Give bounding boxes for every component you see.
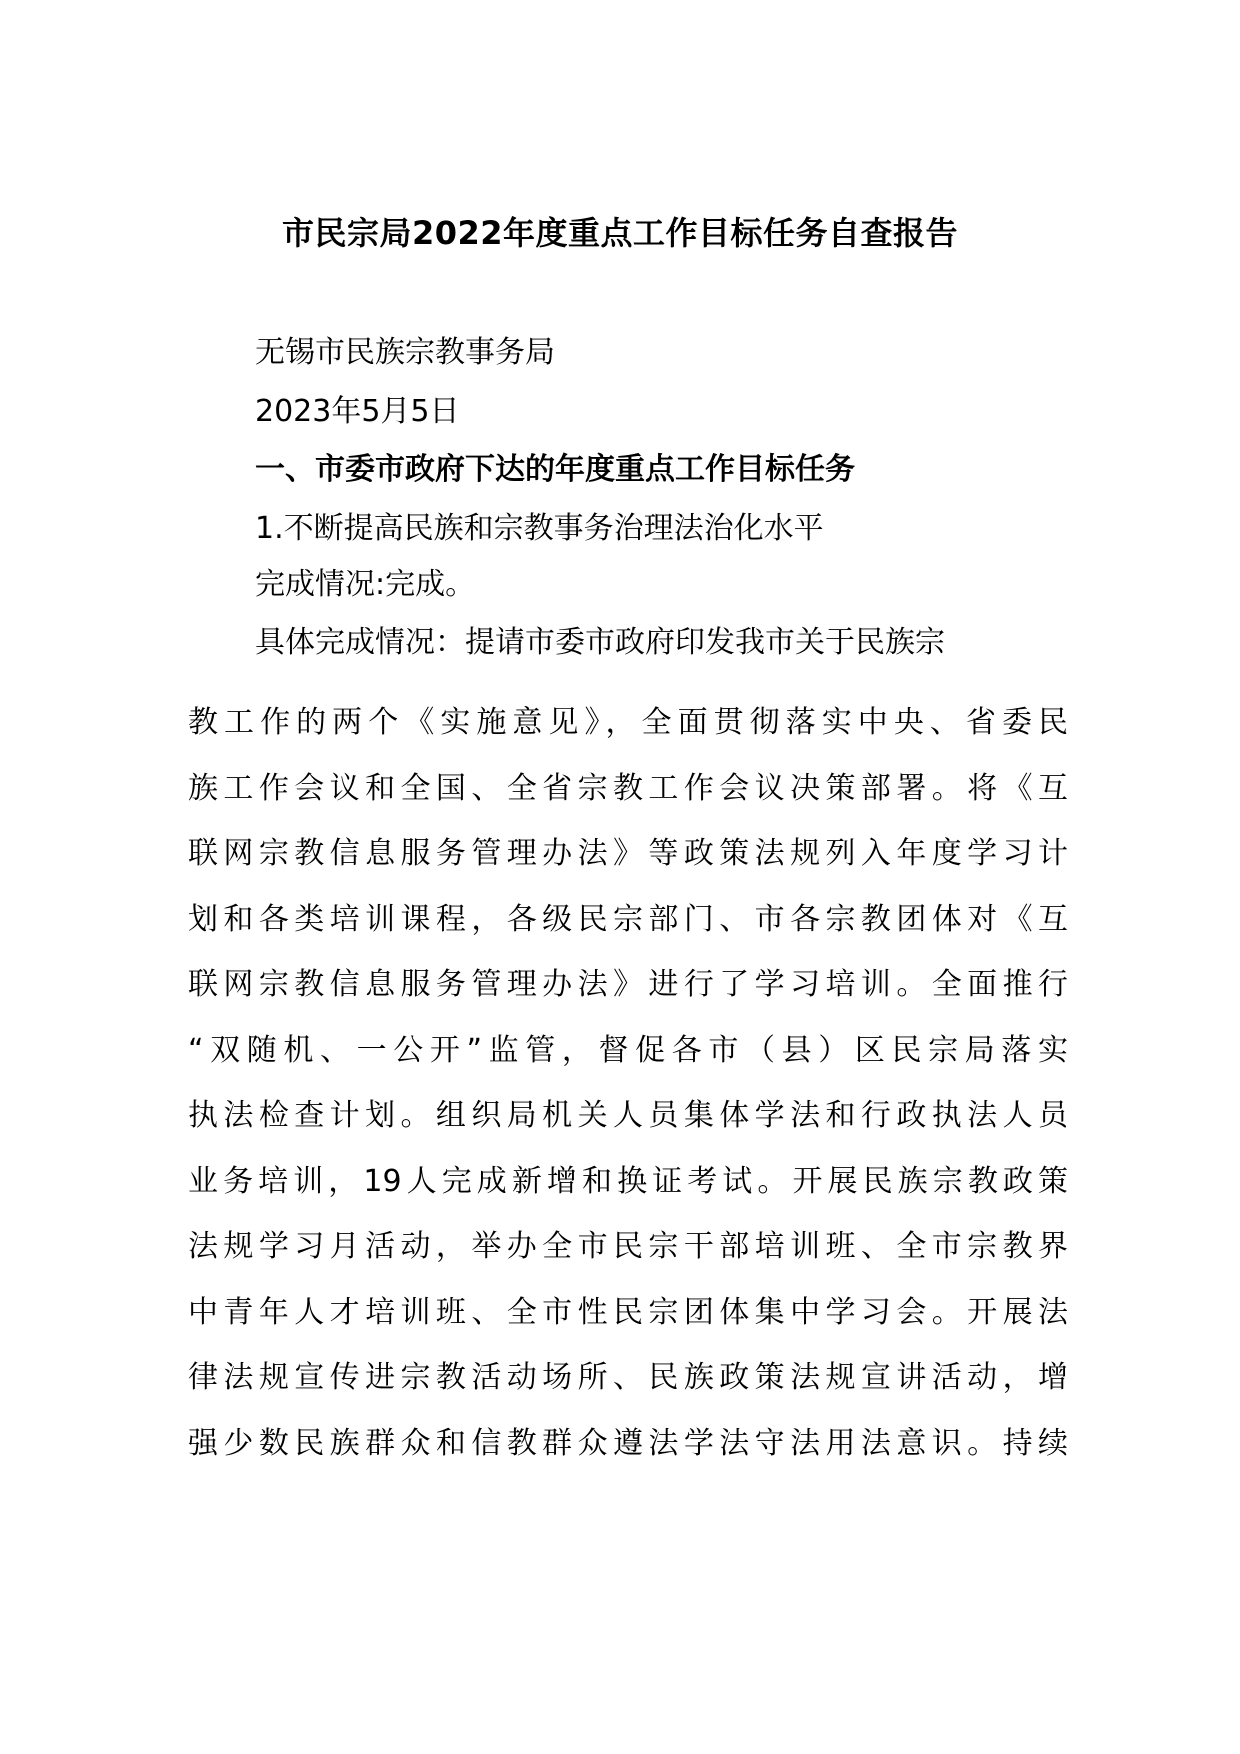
- paragraph-line: 强少数民族群众和信教群众遵法学法守法用法意识。持续: [188, 1425, 1068, 1461]
- item-heading: 1.不断提高民族和宗教事务治理法治化水平: [255, 511, 824, 546]
- paragraph-line: 族工作会议和全国、全省宗教工作会议决策部署。将《互: [188, 770, 1068, 806]
- paragraph-line: 划和各类培训课程，各级民宗部门、市各宗教团体对《互: [188, 901, 1068, 937]
- paragraph-line: 执法检查计划。组织局机关人员集体学法和行政执法人员: [188, 1098, 1068, 1133]
- detail-paragraph: [188, 701, 1068, 1487]
- paragraph-line: “双随机、一公开”监管，督促各市（县）区民宗局落实: [188, 1032, 1068, 1068]
- paragraph-line: 中青年人才培训班、全市性民宗团体集中学习会。开展法: [188, 1294, 1068, 1330]
- paragraph-line: 教工作的两个《实施意见》，全面贯彻落实中央、省委民: [188, 705, 1068, 740]
- status-line: 完成情况:完成。: [255, 567, 476, 602]
- paragraph-line: 业务培训，19人完成新增和换证考试。开展民族宗教政策: [188, 1163, 1068, 1199]
- document-title: 市民宗局2022年度重点工作目标任务自查报告: [281, 214, 959, 252]
- paragraph-line: 联网宗教信息服务管理办法》等政策法规列入年度学习计: [188, 836, 1068, 871]
- paragraph-line: 法规学习月活动，举办全市民宗干部培训班、全市宗教界: [188, 1229, 1068, 1264]
- paragraph-line: 律法规宣传进宗教活动场所、民族政策法规宣讲活动，增: [188, 1360, 1068, 1395]
- detail-first-line: 具体完成情况：提请市委市政府印发我市关于民族宗: [255, 625, 945, 660]
- paragraph-line: 联网宗教信息服务管理办法》进行了学习培训。全面推行: [188, 967, 1068, 1002]
- section-heading: 一、市委市政府下达的年度重点工作目标任务: [255, 452, 855, 487]
- date-line: 2023年5月5日: [255, 394, 460, 429]
- organization-line: 无锡市民族宗教事务局: [255, 335, 555, 370]
